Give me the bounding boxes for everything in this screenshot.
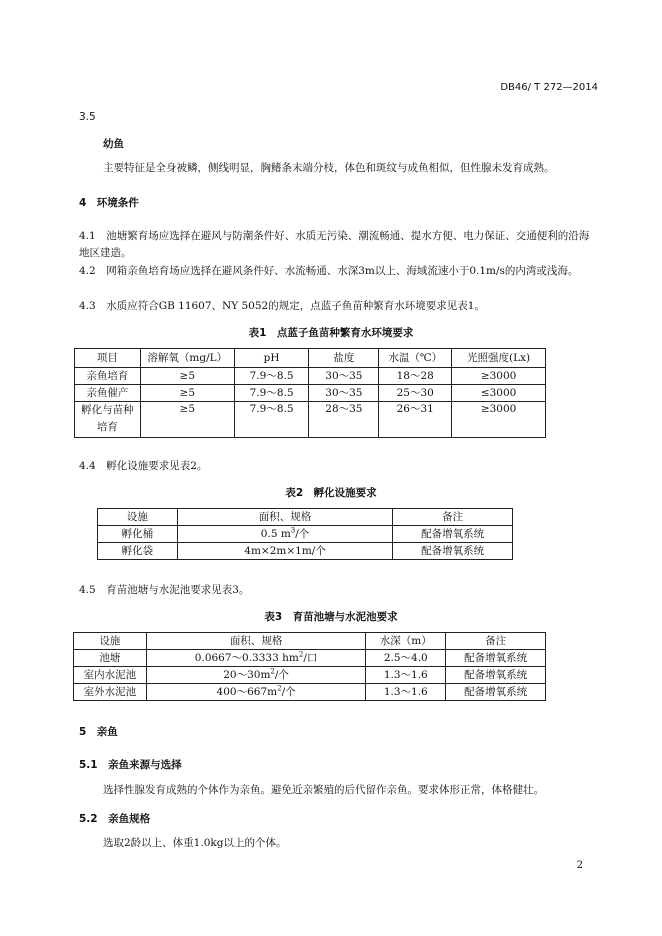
table-1-header-cell: 水温（℃） [379, 349, 452, 368]
section-4-heading: 4 环境条件 [79, 197, 139, 209]
spec-unit: /个 [295, 527, 310, 540]
table-cell: ≥5 [140, 368, 234, 385]
table-3-caption: 表3 育苗池塘与水泥池要求 [264, 611, 398, 623]
table-cell: 配备增氧系统 [446, 650, 546, 667]
table-cell [177, 543, 393, 560]
table-3-header-cell: 面积、规格 [146, 633, 366, 650]
table-cell: 1.3～1.6 [366, 667, 446, 684]
table-cell: 孵化桶 [98, 526, 178, 543]
table-cell: 30～35 [309, 368, 379, 385]
table-cell: 2.5～4.0 [366, 650, 446, 667]
table-cell: ≥3000 [452, 368, 546, 385]
table-cell: 26～31 [379, 402, 452, 438]
spec-superscript: 2 [277, 684, 282, 692]
table-3-header-cell: 水深（m） [366, 633, 446, 650]
section-5-2-text: 选取2龄以上、体重1.0kg以上的个体。 [103, 837, 287, 849]
section-4-4-text: 4.4 孵化设施要求见表2。 [79, 460, 208, 472]
spec-unit: /个 [281, 685, 296, 698]
spec-text: 0.5 m [260, 527, 291, 540]
table-1-header-cell: pH [234, 349, 309, 368]
table-1-caption: 表1 点蓝子鱼苗种繁育水环境要求 [248, 327, 414, 339]
spec-unit: /口 [303, 651, 318, 664]
table-row [75, 368, 546, 385]
table-2-header-cell: 备注 [393, 509, 513, 526]
document-code: DB46/ T 272—2014 [500, 82, 598, 93]
section-5-2-heading: 5.2 亲鱼规格 [79, 813, 151, 825]
table-row [98, 543, 513, 560]
table-cell [146, 650, 366, 667]
table-3-header-cell: 设施 [74, 633, 147, 650]
table-cell: 配备增氧系统 [446, 667, 546, 684]
section-4-2-text: 4.2 网箱亲鱼培育场应选择在避风条件好、水流畅通、水深3m以上、海域流速小于0.1m/s的内湾或浅海。 [79, 265, 579, 277]
table-row [74, 650, 546, 667]
table-2-header-cell: 设施 [98, 509, 178, 526]
table-cell: 室外水泥池 [74, 684, 147, 701]
section-3-5-definition: 主要特征是全身被鳞，侧线明显，胸鳍条末端分枝，体色和斑纹与成鱼相似，但性腺未发育成熟。 [103, 162, 555, 174]
table-cell [146, 684, 366, 701]
table-cell: 亲鱼催产 [75, 385, 141, 402]
table-cell: 室内水泥池 [74, 667, 147, 684]
table-row [98, 526, 513, 543]
spec-superscript: 2 [270, 667, 275, 675]
table-cell: ≤3000 [452, 385, 546, 402]
table-1-header-cell: 光照强度(Lx) [452, 349, 546, 368]
table-cell: 配备增氧系统 [446, 684, 546, 701]
spec-text: 20～30m [223, 668, 271, 681]
table-cell: 孵化与苗种培育 [75, 402, 141, 438]
table-cell: ≥5 [140, 402, 234, 438]
table-cell [146, 667, 366, 684]
table-cell: 配备增氧系统 [393, 526, 513, 543]
spec-superscript: 3 [290, 526, 296, 534]
spec-text: 4m×2m×1m/个 [244, 544, 326, 557]
section-5-heading: 5 亲鱼 [79, 726, 118, 738]
table-cell: ≥5 [140, 385, 234, 402]
table-3 [73, 632, 546, 701]
section-5-1-heading: 5.1 亲鱼来源与选择 [79, 759, 182, 771]
table-row [74, 684, 546, 701]
table-cell: 7.9～8.5 [234, 402, 309, 438]
table-1-header-cell: 项目 [75, 349, 141, 368]
page-number: 2 [576, 860, 583, 871]
spec-superscript: 2 [298, 650, 304, 658]
table-2-header-cell: 面积、规格 [177, 509, 393, 526]
table-2-caption: 表2 孵化设施要求 [285, 487, 377, 499]
table-cell: 25～30 [379, 385, 452, 402]
table-cell: 30～35 [309, 385, 379, 402]
section-4-5-text: 4.5 育苗池塘与水泥池要求见表3。 [79, 584, 250, 596]
section-3-5-number: 3.5 [79, 111, 96, 123]
section-4-3-text: 4.3 水质应符合GB 11607、NY 5052的规定，点蓝子鱼苗种繁育水环境要求见表1。 [79, 300, 485, 312]
table-cell: 18～28 [379, 368, 452, 385]
table-cell [177, 526, 393, 543]
section-4-1-text: 4.1 池塘繁育场应选择在避风与防潮条件好、水质无污染、潮流畅通、提水方便、电力保证、交通便利的沿海地区建造。 [79, 230, 590, 259]
table-1-header-cell: 溶解氧（mg/L） [140, 349, 234, 368]
table-cell: 池塘 [74, 650, 147, 667]
spec-text: 400～667m [216, 685, 278, 698]
table-cell: ≥3000 [452, 402, 546, 438]
table-2 [97, 508, 513, 560]
table-3-header-row [74, 633, 546, 650]
table-row [75, 385, 546, 402]
table-1 [74, 348, 546, 438]
table-3-header-cell: 备注 [446, 633, 546, 650]
table-1-header-row [75, 349, 546, 368]
table-row [74, 667, 546, 684]
spec-unit: /个 [274, 668, 289, 681]
table-cell: 孵化袋 [98, 543, 178, 560]
table-cell: 7.9～8.5 [234, 385, 309, 402]
spec-text: 0.0667～0.3333 hm [194, 651, 299, 664]
table-cell: 7.9～8.5 [234, 368, 309, 385]
section-3-5-term: 幼鱼 [103, 138, 124, 150]
table-cell: 配备增氧系统 [393, 543, 513, 560]
table-2-header-row [98, 509, 513, 526]
table-row [75, 402, 546, 438]
table-cell: 1.3～1.6 [366, 684, 446, 701]
table-cell: 亲鱼培育 [75, 368, 141, 385]
table-1-header-cell: 盐度 [309, 349, 379, 368]
table-cell: 28～35 [309, 402, 379, 438]
section-5-1-text: 选择性腺发育成熟的个体作为亲鱼。避免近亲繁殖的后代留作亲鱼。要求体形正常，体格健壮。 [103, 784, 544, 796]
